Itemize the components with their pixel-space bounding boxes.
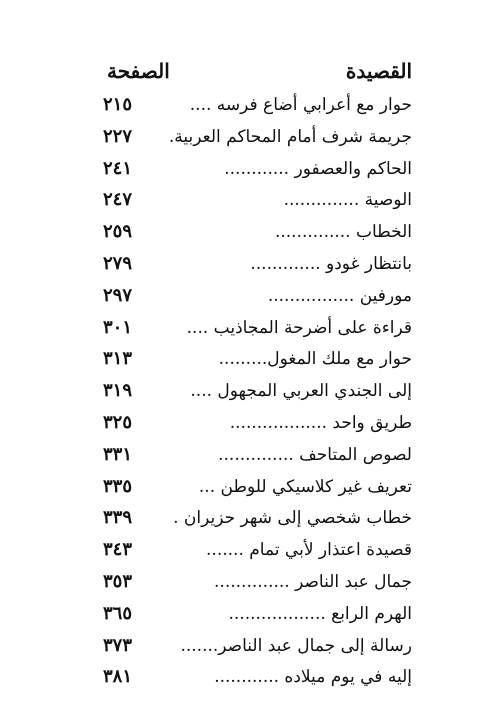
toc-row: [0, 122, 500, 154]
toc-page-number: ٣٥٣: [103, 571, 133, 592]
toc-row: [0, 472, 500, 504]
column-header-page: الصفحة: [107, 59, 170, 83]
toc-page-number: ٣١٩: [103, 380, 133, 402]
toc-page-number: ٣٠١: [103, 316, 133, 338]
toc-row: [0, 217, 500, 249]
toc-row: [0, 662, 500, 694]
toc-page-number: ٣٣٥: [103, 475, 133, 497]
toc-row: [0, 185, 500, 217]
toc-page-number: ٣٢٥: [103, 412, 133, 433]
toc-row: [0, 503, 500, 535]
toc-entry-title: تعريف غير كلاسيكي للوطن ...: [198, 476, 412, 497]
toc-entry-title: إلى الجندي العربي المجهول ....: [190, 381, 412, 402]
toc-page-number: ٣٦٥: [103, 602, 133, 624]
toc-entry-title: الوصية ..............: [283, 190, 412, 211]
toc-page-number: ٢٤١: [103, 157, 133, 179]
toc-row: [0, 567, 500, 599]
toc-entry-title: إليه في يوم ميلاده ............: [214, 667, 412, 688]
toc-row: [0, 249, 500, 281]
toc-entry-title: الخطاب ..............: [274, 222, 412, 243]
toc-entry-title: لصوص المتاحف ..............: [218, 444, 412, 465]
toc-row: [0, 440, 500, 472]
toc-page-number: ٣٣١: [103, 443, 133, 465]
toc-entry-title: الهرم الرابع ..................: [228, 603, 412, 624]
toc-page-number: ٢٩٧: [103, 284, 133, 306]
toc-row: [0, 313, 500, 345]
toc-entry-title: جمال عبد الناصر ..............: [214, 572, 412, 592]
toc-page-number: ٢١٥: [103, 94, 133, 115]
toc-entry-title: مورفين ................: [267, 285, 412, 306]
toc-page-number: ٢٧٩: [103, 253, 133, 274]
toc-page-number: ٣٤٣: [103, 539, 133, 561]
toc-row: [0, 599, 500, 631]
toc-entry-title: الحاكم والعصفور ............: [224, 158, 412, 179]
toc-row: [0, 376, 500, 408]
toc-entry-title: طريق واحد ..................: [229, 413, 412, 433]
toc-page-number: ٢٤٧: [103, 189, 133, 211]
toc-page-number: ٢٥٩: [103, 221, 133, 243]
toc-entry-title: رسالة إلى جمال عبد الناصر.......: [180, 635, 412, 656]
toc-entry-title: قصيدة اعتذار لأبي تمام .......: [206, 540, 412, 561]
toc-entry-title: حوار مع ملك المغول.........: [218, 349, 412, 370]
toc-page-number: ٣٣٩: [103, 507, 133, 529]
toc-row: [0, 90, 500, 122]
toc-page-number: ٢٢٧: [103, 125, 133, 147]
toc-row: [0, 154, 500, 186]
column-header-poem: القصيدة: [345, 59, 412, 83]
toc-row: [0, 344, 500, 376]
toc-entry-title: قراءة على أضرحة المجاذيب ....: [186, 317, 412, 338]
toc-row: [0, 408, 500, 440]
toc-page-number: ٣١٣: [103, 348, 133, 370]
toc-row: [0, 631, 500, 663]
toc-row: [0, 281, 500, 313]
toc-entry-title: حوار مع أعرابي أضاع فرسه ....: [189, 95, 412, 115]
toc-page-number: ٣٨١: [103, 666, 133, 688]
toc-row: [0, 535, 500, 567]
toc-entry-title: خطاب شخصي إلى شهر حزيران .: [173, 508, 412, 529]
toc-page-number: ٣٧٣: [103, 634, 133, 656]
toc-entry-title: جريمة شرف أمام المحاكم العربية.: [168, 126, 412, 147]
toc-entry-title: بانتظار غودو .............: [250, 254, 412, 274]
